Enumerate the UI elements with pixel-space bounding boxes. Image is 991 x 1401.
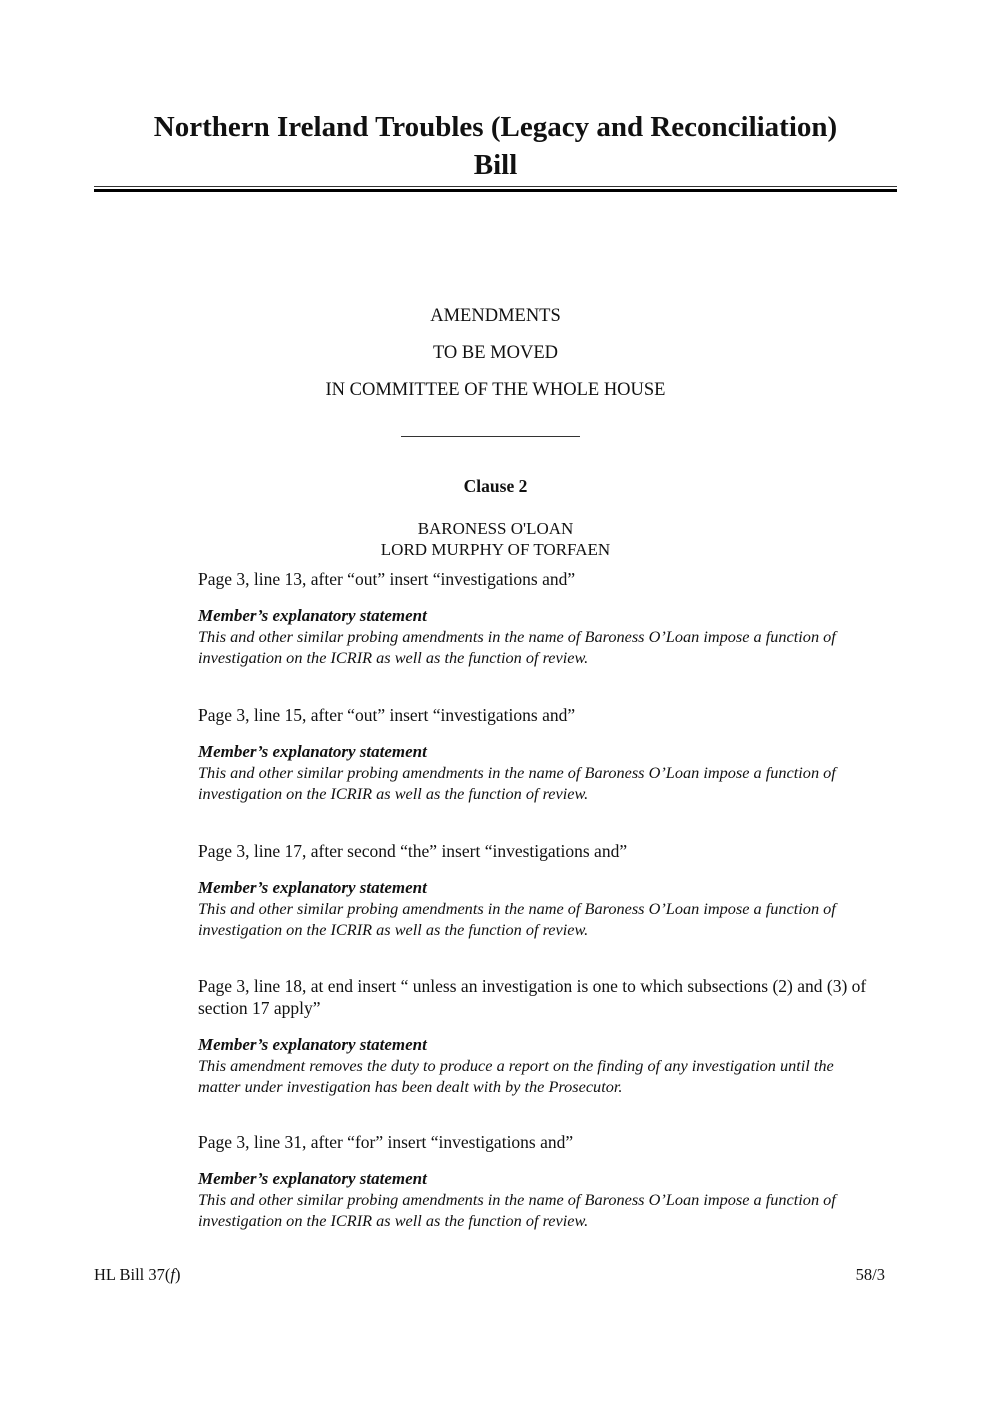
heading-amendments: AMENDMENTS (430, 306, 561, 326)
sponsor-name: LORD MURPHY OF TORFAEN (380, 540, 611, 559)
amendment-text: Page 3, line 13, after “out” insert “investigations and” (198, 569, 576, 589)
bill-title-line2: Bill (473, 149, 518, 181)
statement-heading: Member’s explanatory statement (198, 878, 427, 897)
statement-body: This and other similar probing amendments in the name of Baroness O’Loan impose a function of investigation on the ICRIR as well as the function of review. (198, 627, 836, 667)
bill-title-line1: Northern Ireland Troubles (Legacy and Reconciliation) (153, 111, 838, 143)
bill-ref-suffix: ) (174, 1265, 181, 1284)
section-divider (401, 436, 580, 437)
amendment (198, 1131, 898, 1231)
title-rule-thin (94, 186, 897, 187)
statement-heading: Member’s explanatory statement (198, 1169, 427, 1188)
page-reference: 58/3 (855, 1265, 885, 1284)
amendment-text: Page 3, line 18, at end insert “ unless an investigation is one to which subsections (2) and (3) of section 17 apply” (198, 976, 867, 1018)
amendment (198, 840, 898, 940)
amendment-text: Page 3, line 17, after second “the” insert “investigations and” (198, 841, 628, 861)
sponsors (0, 518, 991, 560)
title-rule-thick (94, 189, 897, 192)
statement-heading: Member’s explanatory statement (198, 606, 427, 625)
bill-ref-prefix: HL Bill 37( (94, 1265, 171, 1284)
statement-body: This and other similar probing amendments in the name of Baroness O’Loan impose a function of investigation on the ICRIR as well as the function of review. (198, 1190, 836, 1230)
statement-body: This amendment removes the duty to produce a report on the finding of any investigation until the matter under investigation has been dealt with by the Prosecutor. (198, 1056, 834, 1096)
amendment (198, 568, 898, 668)
sponsor-name: BARONESS O'LOAN (417, 519, 574, 538)
clause-heading: Clause 2 (463, 476, 528, 496)
bill-reference (94, 1265, 180, 1285)
statement-heading: Member’s explanatory statement (198, 742, 427, 761)
bill-title (94, 108, 897, 184)
bill-ref-italic: f (170, 1265, 175, 1284)
amendment (198, 975, 898, 1097)
heading-committee: IN COMMITTEE OF THE WHOLE HOUSE (325, 380, 666, 400)
statement-body: This and other similar probing amendments in the name of Baroness O’Loan impose a function of investigation on the ICRIR as well as the function of review. (198, 899, 836, 939)
amendment-text: Page 3, line 15, after “out” insert “investigations and” (198, 705, 576, 725)
statement-heading: Member’s explanatory statement (198, 1035, 427, 1054)
statement-body: This and other similar probing amendments in the name of Baroness O’Loan impose a function of investigation on the ICRIR as well as the function of review. (198, 763, 836, 803)
heading-to-be-moved: TO BE MOVED (432, 343, 559, 363)
amendment (198, 704, 898, 804)
amendment-text: Page 3, line 31, after “for” insert “investigations and” (198, 1132, 574, 1152)
